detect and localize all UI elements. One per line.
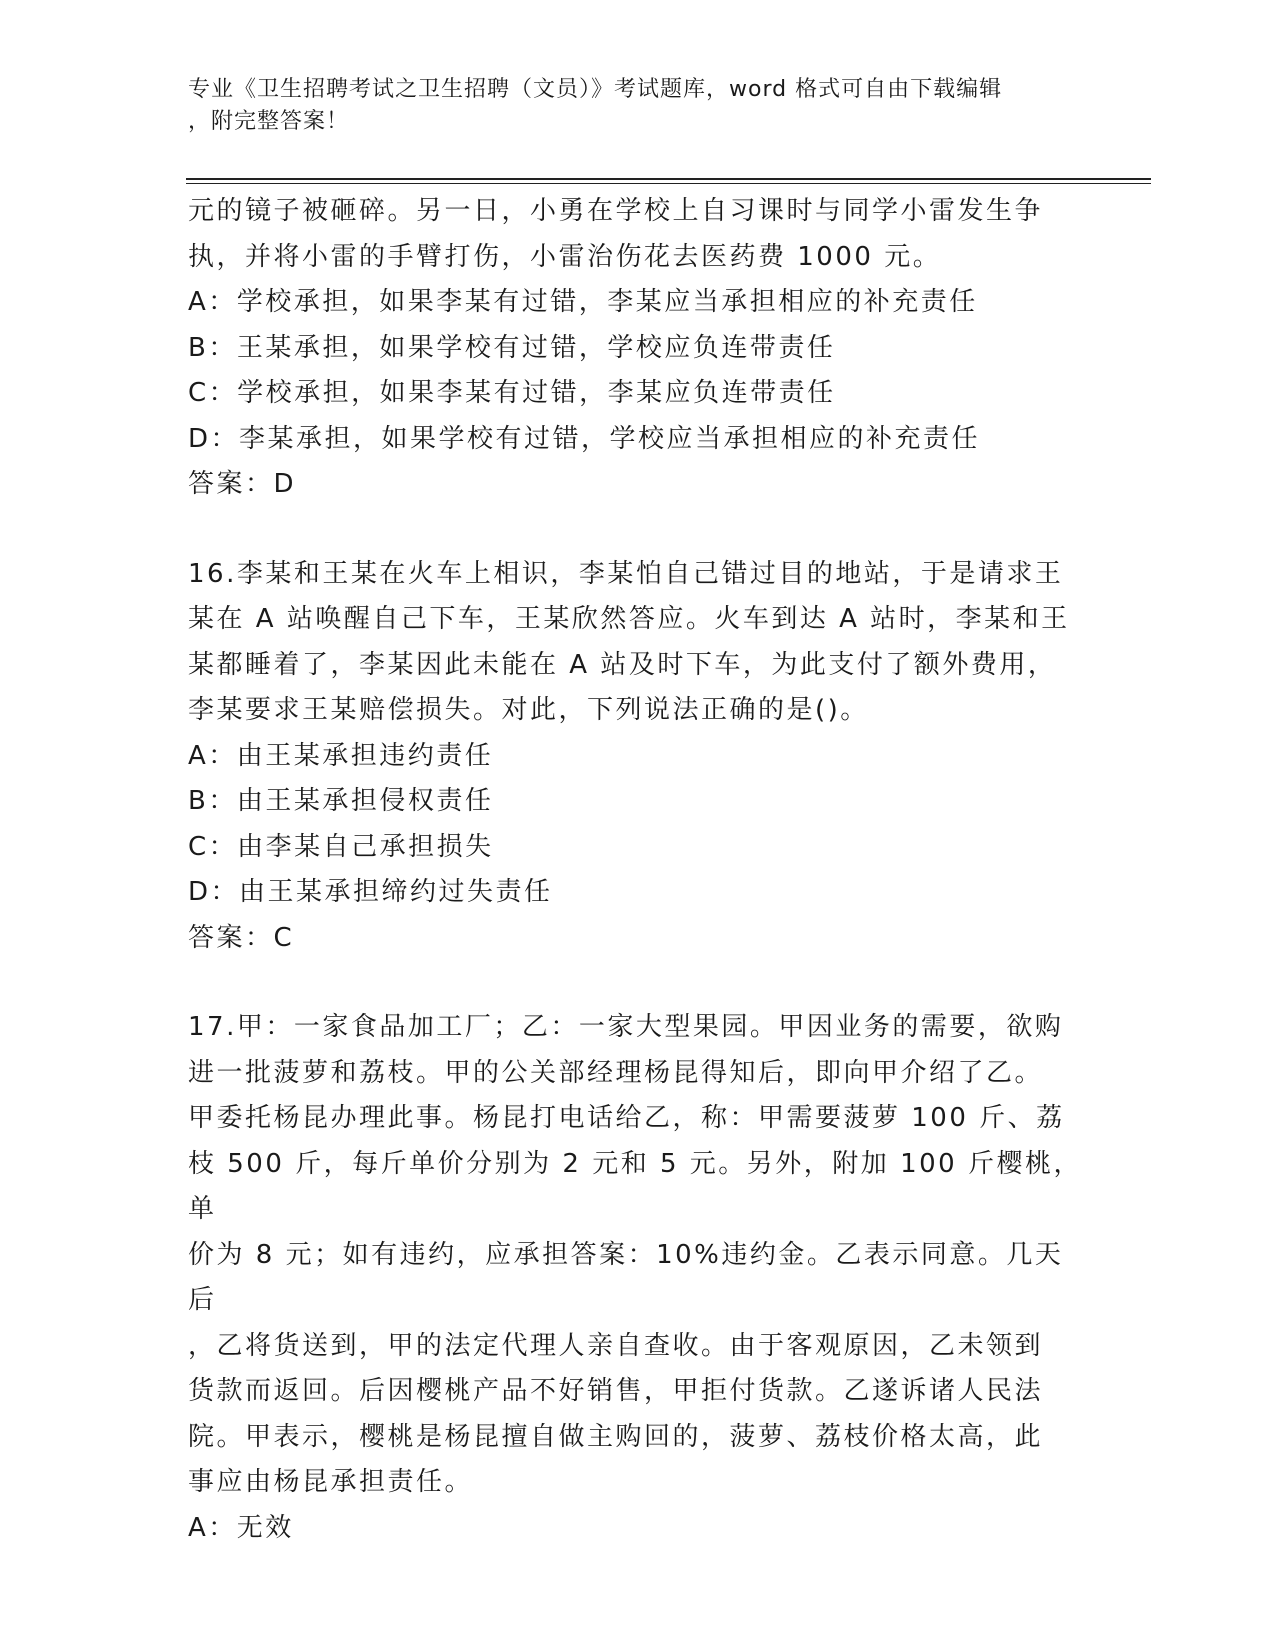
question-16 xyxy=(188,552,1088,962)
question-text-line: ，乙将货送到，甲的法定代理人亲自查收。由于客观原因，乙未领到 xyxy=(188,1330,1044,1361)
option-b: B：由王某承担侵权责任 xyxy=(188,786,494,816)
question-text-line: 16.李某和王某在火车上相识，李某怕自己错过目的地站，于是请求王 xyxy=(188,558,1064,589)
question-text-line: 院。甲表示，樱桃是杨昆擅自做主购回的，菠萝、荔枝价格太高，此 xyxy=(188,1421,1044,1452)
answer-line: 答案：C xyxy=(188,922,295,953)
question-text-line: 李某要求王某赔偿损失。对此，下列说法正确的是()。 xyxy=(188,695,869,725)
spacer xyxy=(188,961,1088,1005)
question-15-continued xyxy=(188,189,1088,508)
question-text-line: 元的镜子被砸碎。另一日，小勇在学校上自习课时与同学小雷发生争 xyxy=(188,196,1044,226)
answer-line: 答案：D xyxy=(188,469,297,499)
header-line-1: 专业《卫生招聘考试之卫生招聘（文员）》考试题库，word 格式可自由下载编辑 xyxy=(188,77,1003,102)
document-body xyxy=(188,189,1088,1551)
spacer xyxy=(188,508,1088,552)
option-a: A：学校承担，如果李某有过错，李某应当承担相应的补充责任 xyxy=(188,287,978,317)
option-b: B：王某承担，如果学校有过错，学校应负连带责任 xyxy=(188,332,836,363)
question-text-line: 货款而返回。后因樱桃产品不好销售，甲拒付货款。乙遂诉诸人民法 xyxy=(188,1376,1044,1406)
option-a: A：无效 xyxy=(188,1512,294,1543)
question-text-line: 17.甲：一家食品加工厂；乙：一家大型果园。甲因业务的需要，欲购 xyxy=(188,1012,1064,1042)
header-line-2: ，附完整答案！ xyxy=(188,109,350,134)
option-c: C：由李某自己承担损失 xyxy=(188,831,494,862)
header-rule-thick xyxy=(186,178,1151,180)
question-text-line: 某都睡着了，李某因此未能在 A 站及时下车，为此支付了额外费用， xyxy=(188,649,1057,680)
header-rule-thin xyxy=(186,183,1151,184)
option-d: D：李某承担，如果学校有过错，学校应当承担相应的补充责任 xyxy=(188,423,981,454)
question-text-line: 事应由杨昆承担责任。 xyxy=(188,1467,474,1497)
question-text-line: 价为 8 元；如有违约，应承担答案：10%违约金。乙表示同意。几天后 xyxy=(188,1239,1064,1315)
question-17 xyxy=(188,1005,1088,1551)
question-text-line: 执，并将小雷的手臂打伤，小雷治伤花去医药费 1000 元。 xyxy=(188,241,942,272)
question-text-line: 某在 A 站唤醒自己下车，王某欣然答应。火车到达 A 站时，李某和王 xyxy=(188,604,1070,634)
option-c: C：学校承担，如果李某有过错，李某应负连带责任 xyxy=(188,378,836,408)
question-text-line: 进一批菠萝和荔枝。甲的公关部经理杨昆得知后，即向甲介绍了乙。 xyxy=(188,1057,1044,1088)
question-text-line: 甲委托杨昆办理此事。杨昆打电话给乙，称：甲需要菠萝 100 斤、荔 xyxy=(188,1103,1065,1133)
option-a: A：由王某承担违约责任 xyxy=(188,740,494,771)
option-d: D：由王某承担缔约过失责任 xyxy=(188,877,553,907)
document-header xyxy=(188,74,1088,138)
question-text-line: 枝 500 斤，每斤单价分别为 2 元和 5 元。另外，附加 100 斤樱桃，单 xyxy=(188,1148,1082,1224)
